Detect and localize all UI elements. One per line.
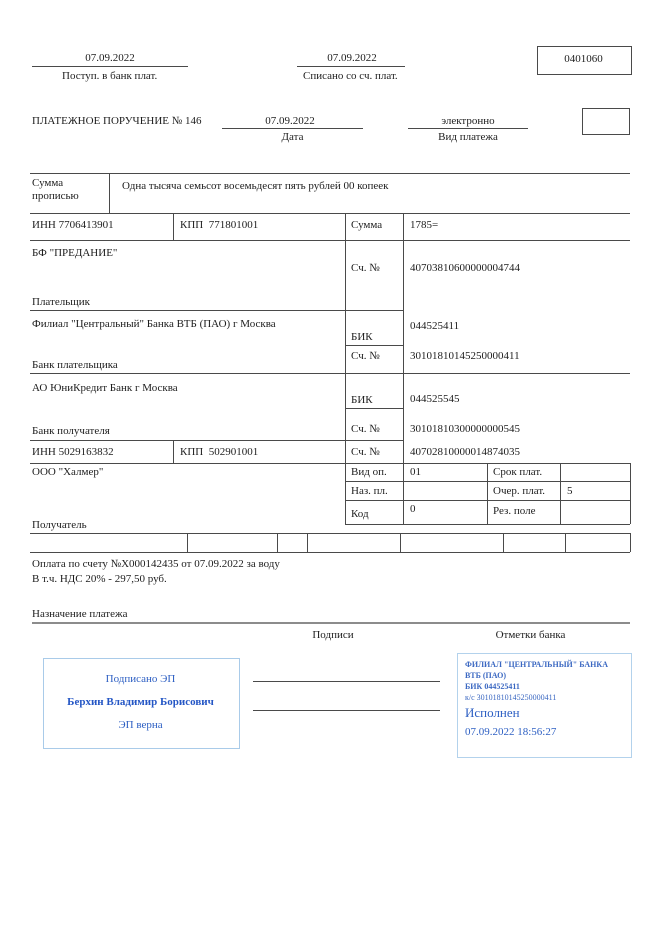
bik-divider	[345, 345, 403, 346]
beneficiary-label: Получатель	[32, 519, 87, 531]
amount-in-words: Одна тысяча семьсот восемьдесят пять рублей 00 копеек	[122, 180, 389, 192]
beneficiary-bank-bik-label: БИК	[351, 394, 373, 406]
table-rule	[30, 240, 630, 241]
vid-op-value: 01	[410, 466, 421, 478]
payer-bank-label: Банк плательщика	[32, 359, 118, 371]
table-rule-v	[187, 533, 188, 552]
purpose-line2: В т.ч. НДС 20% - 297,50 руб.	[32, 573, 167, 585]
beneficiary-account: 40702810000014874035	[410, 446, 520, 458]
payer-bank-bik: 044525411	[410, 320, 460, 332]
bank-marks-label: Отметки банка	[495, 629, 566, 641]
beneficiary-account-label: Сч. №	[351, 446, 380, 458]
date-label: Дата	[281, 131, 304, 143]
amount-words-label: Сумма прописью	[32, 177, 79, 202]
payment-kind-value: электронно	[441, 115, 495, 127]
beneficiary-name: ООО "Халмер"	[32, 466, 104, 478]
beneficiary-bank-name: АО ЮниКредит Банк г Москва	[32, 382, 178, 394]
rule-h	[408, 128, 528, 129]
bank-stamp-line1: ФИЛИАЛ "ЦЕНТРАЛЬНЫЙ" БАНКА	[465, 660, 608, 669]
table-rule-v	[277, 533, 278, 552]
signature-stamp-line3: ЭП верна	[118, 719, 163, 731]
purpose-label: Назначение платежа	[32, 608, 128, 620]
vid-op-label: Вид оп.	[351, 466, 387, 478]
beneficiary-bank-bik: 044525545	[410, 393, 460, 405]
table-rule	[30, 463, 630, 464]
table-rule-v	[173, 440, 174, 463]
bank-stamp-line2: ВТБ (ПАО)	[465, 671, 507, 680]
payer-underline	[30, 310, 403, 311]
sum-label: Сумма	[351, 219, 383, 231]
ocher-plat-label: Очер. плат.	[493, 485, 546, 497]
table-rule-v	[345, 213, 346, 524]
received-in-bank-date: 07.09.2022	[85, 52, 135, 64]
sum-value: 1785=	[410, 219, 439, 231]
kod-value: 0	[410, 503, 416, 515]
document-date: 07.09.2022	[265, 115, 315, 127]
document-title: ПЛАТЕЖНОЕ ПОРУЧЕНИЕ № 146	[32, 115, 202, 127]
table-rule-bottom	[30, 552, 630, 553]
signature-line-2	[253, 710, 440, 711]
table-rule-v	[173, 213, 174, 240]
beneficiary-kpp: КПП 502901001	[180, 446, 259, 458]
bank-stamp-datetime: 07.09.2022 18:56:27	[465, 726, 557, 738]
beneficiary-bank-underline	[30, 440, 403, 441]
payer-kpp: КПП 771801001	[180, 219, 259, 231]
table-rule-v	[503, 533, 504, 552]
srok-plat-label: Срок плат.	[493, 466, 543, 478]
payer-bank-account: 30101810145250000411	[410, 350, 520, 362]
bank-stamp-status: Исполнен	[465, 705, 520, 720]
payer-name: БФ "ПРЕДАНИЕ"	[32, 247, 118, 259]
table-rule	[30, 213, 630, 214]
payment-kind-code-box	[582, 108, 630, 135]
table-rule-v	[565, 533, 566, 552]
naz-pl-label: Наз. пл.	[351, 485, 388, 497]
payer-inn: ИНН 7706413901	[32, 219, 114, 231]
table-rule-v	[630, 463, 631, 524]
ocher-plat-value: 5	[567, 485, 573, 497]
form-code: 0401060	[564, 53, 603, 65]
debited-label: Списано со сч. плат.	[303, 70, 398, 82]
table-rule-v	[403, 213, 404, 524]
payer-bank-bik-label: БИК	[351, 331, 373, 343]
payer-account: 40703810600000004744	[410, 262, 520, 274]
rule-h	[32, 66, 188, 67]
rule-h	[222, 128, 363, 129]
beneficiary-bank-account: 30101810300000000545	[410, 423, 520, 435]
table-rule-top	[30, 173, 630, 174]
beneficiary-bank-label: Банк получателя	[32, 425, 110, 437]
table-rule	[30, 533, 630, 534]
signature-line-1	[253, 681, 440, 682]
beneficiary-inn: ИНН 5029163832	[32, 446, 114, 458]
signatures-label: Подписи	[312, 629, 354, 641]
bik-divider	[345, 408, 403, 409]
bank-stamp-line4: к/с 30101810145250000411	[465, 693, 557, 702]
table-rule-v	[560, 463, 561, 524]
payer-bank-account-label: Сч. №	[351, 350, 380, 362]
payer-account-label: Сч. №	[351, 262, 380, 274]
rez-pole-label: Рез. поле	[493, 505, 536, 517]
debited-date: 07.09.2022	[327, 52, 377, 64]
purpose-underline	[32, 622, 630, 624]
payer-label: Плательщик	[32, 296, 90, 308]
table-rule-v	[400, 533, 401, 552]
bank-stamp-line3: БИК 044525411	[465, 682, 520, 691]
purpose-line1: Оплата по счету №X000142435 от 07.09.2022 за воду	[32, 558, 280, 570]
signature-stamp-name: Берхин Владимир Борисович	[67, 696, 214, 708]
table-rule	[345, 524, 630, 525]
table-rule	[30, 373, 630, 374]
beneficiary-bank-account-label: Сч. №	[351, 423, 380, 435]
signature-stamp-line1: Подписано ЭП	[105, 673, 176, 685]
table-rule-v	[630, 533, 631, 552]
payer-bank-name: Филиал "Центральный" Банка ВТБ (ПАО) г Москва	[32, 318, 276, 330]
table-rule-v	[307, 533, 308, 552]
table-rule-v	[487, 463, 488, 524]
rule-h	[297, 66, 405, 67]
received-in-bank-label: Поступ. в банк плат.	[62, 70, 158, 82]
kod-label: Код	[351, 508, 369, 520]
table-rule-v	[109, 173, 110, 213]
payment-kind-label: Вид платежа	[438, 131, 498, 143]
